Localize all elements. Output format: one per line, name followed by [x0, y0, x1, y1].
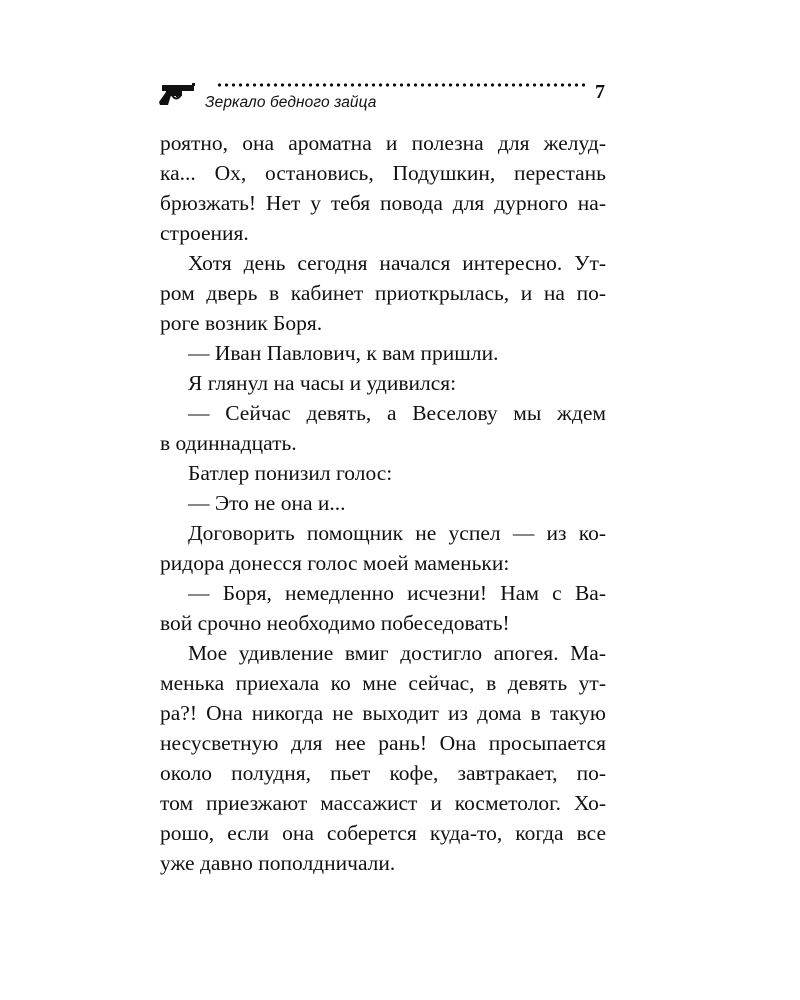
text-line: ром дверь в кабинет приоткрылась, и на по- [160, 281, 606, 305]
text-line: Я глянул на часы и удивился: [188, 371, 457, 395]
text-line: — Сейчас девять, а Веселову мы ждем [188, 401, 606, 425]
text-line: менька приехала ко мне сейчас, в девять ут- [160, 671, 606, 695]
text-line: ридора донесся голос моей маменьки: [160, 551, 510, 575]
text-line: в одиннадцать. [160, 431, 297, 455]
header-dotted-rule [216, 82, 588, 88]
text-line: — Иван Павлович, к вам пришли. [188, 341, 499, 365]
text-line: уже давно пополдничали. [160, 851, 396, 875]
body-text [160, 128, 606, 878]
text-line: рошо, если она соберется куда-то, когда все [160, 821, 606, 845]
text-line: Батлер понизил голос: [188, 461, 393, 485]
text-line: ра?! Она никогда не выходит из дома в такую [160, 701, 606, 725]
text-line: около полудня, пьет кофе, завтракает, по- [160, 761, 606, 785]
text-line: Мое удивление вмиг достигло апогея. Ма- [188, 641, 606, 665]
book-title: Зеркало бедного зайца [205, 94, 377, 111]
text-line: Хотя день сегодня начался интересно. Ут- [188, 251, 606, 275]
text-line: — Боря, немедленно исчезни! Нам с Ва- [188, 581, 606, 605]
text-line: Договорить помощник не успел — из ко- [188, 521, 606, 545]
text-line: роятно, она ароматна и полезна для желуд- [160, 131, 606, 155]
text-line: роге возник Боря. [160, 311, 323, 335]
running-header [158, 78, 608, 118]
text-line: брюзжать! Нет у тебя повода для дурного на- [160, 191, 606, 215]
revolver-icon [158, 82, 196, 106]
text-line: вой срочно необходимо побеседовать! [160, 611, 510, 635]
text-line: ка... Ох, остановись, Подушкин, перестань [160, 161, 606, 185]
page-number: 7 [595, 81, 605, 103]
text-line: том приезжают массажист и косметолог. Хо- [160, 791, 606, 815]
text-line: — Это не она и... [188, 491, 346, 515]
text-line: строения. [160, 221, 249, 245]
text-line: несусветную для нее рань! Она просыпается [160, 731, 606, 755]
